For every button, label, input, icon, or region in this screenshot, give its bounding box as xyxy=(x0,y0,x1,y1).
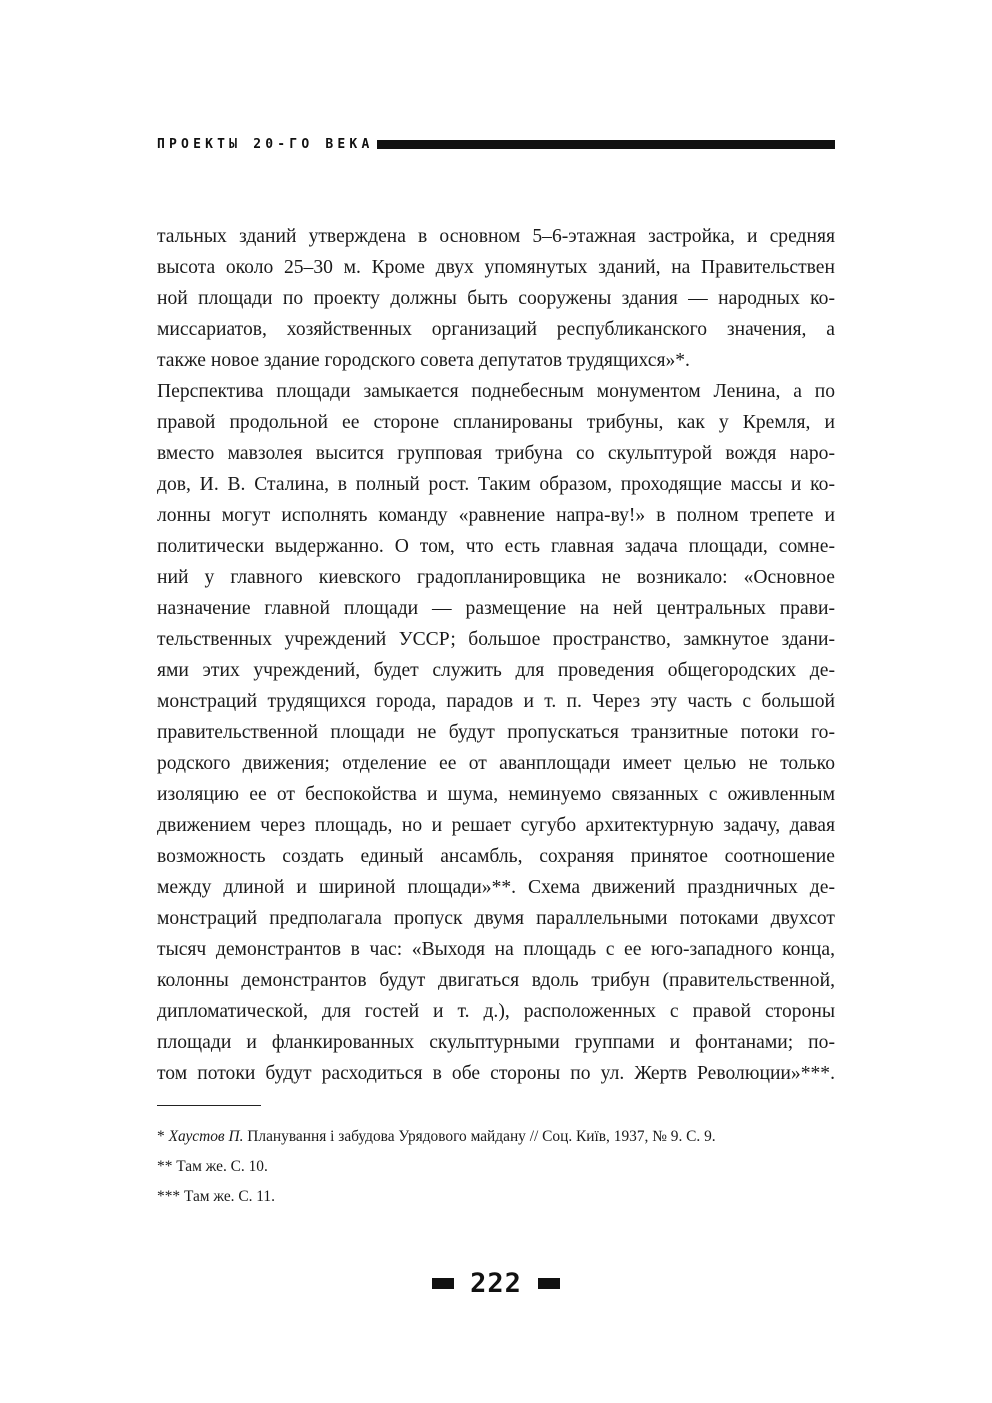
body-line: правой продольной ее стороне спланированы трибуны, как у Кремля, и xyxy=(157,412,835,433)
footnote-3 xyxy=(157,1182,835,1212)
body-line: также новое здание городского совета депутатов трудящихся»*. xyxy=(157,350,690,371)
footnote-text: Там же. С. 10. xyxy=(176,1158,268,1175)
folio-left-square xyxy=(432,1278,454,1289)
body-line: колонны демонстрантов будут двигаться вдоль трибун (правительственной, xyxy=(157,970,835,991)
body-line: дипломатической, для гостей и т. д.), расположенных с правой стороны xyxy=(157,1001,835,1022)
body-line: правительственной площади не будут пропускаться транзитные потоки го- xyxy=(157,722,835,743)
body-line: ний у главного киевского градопланировщика не возникало: «Основное xyxy=(157,567,835,588)
body-line: между длиной и шириной площади»**. Схема движений праздничных де- xyxy=(157,877,835,898)
folio xyxy=(0,1268,992,1299)
footnote-marker: *** xyxy=(157,1188,181,1205)
body-line: движением через площадь, но и решает сугубо архитектурную задачу, давая xyxy=(157,815,835,836)
footnote-text: Планування і забудова Урядового майдану // Соц. Київ, 1937, № 9. С. 9. xyxy=(247,1128,716,1145)
body-line: вместо мавзолея высится групповая трибуна со скульптурой вождя наро- xyxy=(157,443,835,464)
body-line: площади и фланкированных скульптурными группами и фонтанами; по- xyxy=(157,1032,835,1053)
body-line: изоляцию ее от беспокойства и шума, неминуемо связанных с оживленным xyxy=(157,784,835,805)
running-head xyxy=(157,135,835,153)
body-line: политически выдержанно. О том, что есть главная задача площади, сомне- xyxy=(157,536,835,557)
footnote-separator xyxy=(157,1105,261,1106)
folio-right-square xyxy=(538,1278,560,1289)
body-line: дов, И. В. Сталина, в полный рост. Таким образом, проходящие массы и ко- xyxy=(157,474,835,495)
body-line: тальных зданий утверждена в основном 5–6-этажная застройка, и средняя xyxy=(157,226,835,247)
footnote-author: Хаустов П. xyxy=(168,1128,244,1145)
body-line: лонны могут исполнять команду «равнение напра-ву!» в полном трепете и xyxy=(157,505,835,526)
footnote-2 xyxy=(157,1152,835,1182)
body-line: монстраций предполагала пропуск двумя параллельными потоками двухсот xyxy=(157,908,835,929)
body-line: тысяч демонстрантов в час: «Выходя на площадь с ее юго-западного конца, xyxy=(157,939,835,960)
footnotes xyxy=(157,1122,835,1212)
body-line: родского движения; отделение ее от аванплощади имеет целью не только xyxy=(157,753,835,774)
running-title: ПРОЕКТЫ 20-ГО ВЕКА xyxy=(157,136,374,152)
footnote-text: Там же. С. 11. xyxy=(183,1188,275,1205)
body-line: том потоки будут расходиться в обе стороны по ул. Жертв Революции»***. xyxy=(157,1063,835,1084)
body-line: высота около 25–30 м. Кроме двух упомянутых зданий, на Правительствен xyxy=(157,257,835,278)
body-line: тельственных учреждений УССР; большое пространство, замкнутое здани- xyxy=(157,629,835,650)
body-line: возможность создать единый ансамбль, сохраняя принятое соотношение xyxy=(157,846,835,867)
body-line: Перспектива площади замыкается поднебесным монументом Ленина, а по xyxy=(157,381,835,402)
footnote-marker: ** xyxy=(157,1158,173,1175)
footnote-1 xyxy=(157,1122,835,1152)
page-number: 222 xyxy=(470,1268,522,1299)
body-line: ной площади по проекту должны быть сооружены здания — народных ко- xyxy=(157,288,835,309)
body-line: назначение главной площади — размещение на ней центральных прави- xyxy=(157,598,835,619)
body-line: миссариатов, хозяйственных организаций республиканского значения, а xyxy=(157,319,835,340)
body-line: ями этих учреждений, будет служить для проведения общегородских де- xyxy=(157,660,835,681)
running-head-rule xyxy=(377,140,835,149)
body-line: монстраций трудящихся города, парадов и т. п. Через эту часть с большой xyxy=(157,691,835,712)
body-text xyxy=(157,221,835,1089)
footnote-marker: * xyxy=(157,1128,165,1145)
